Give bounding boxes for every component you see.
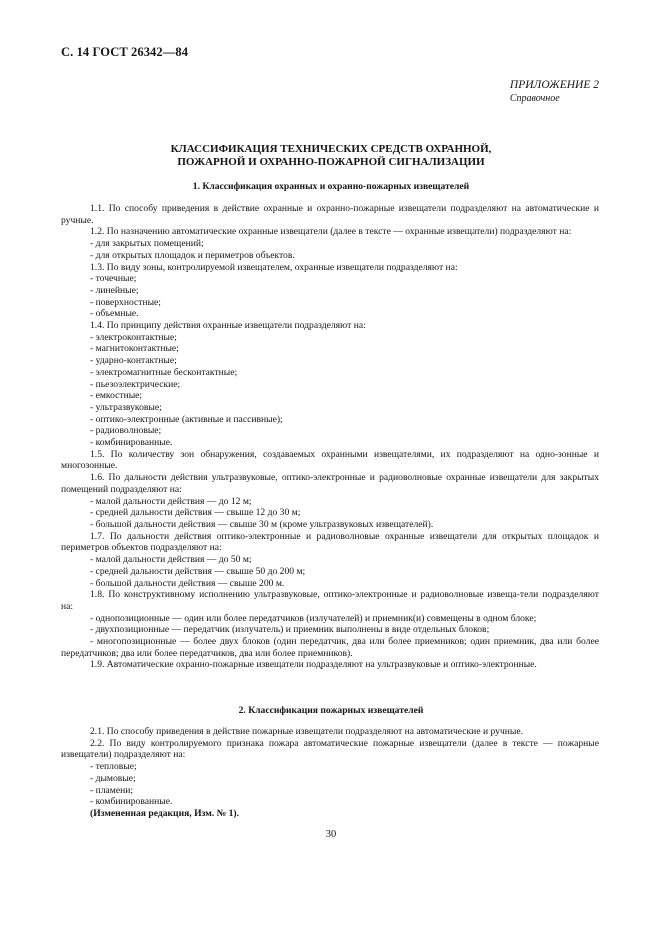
list-item: - пламени; — [90, 784, 134, 796]
appendix-type: Справочное — [509, 93, 560, 104]
list-item: - средней дальности действия — свыше 50 до 200 м; — [90, 565, 306, 577]
list-item: - ультразвуковые; — [90, 401, 162, 413]
list-item: - магнитоконтактные; — [90, 343, 179, 355]
list-item: - малой дальности действия — до 12 м; — [90, 495, 252, 507]
list-item: - электромагнитные бесконтактные; — [90, 366, 238, 378]
list-item: - большой дальности действия — свыше 200 м. — [90, 577, 285, 589]
paragraph: 1.2. По назначению автоматические охранные извещатели (далее в тексте — охранные извещатели) подразделяют на: — [90, 226, 572, 238]
paragraph: 1.5. По количеству зон обнаружения, создаваемых охранными извещателями, их подразделяют на одно-зонные и многозонные. — [61, 448, 599, 472]
list-item: - для открытых площадок и периметров объектов. — [90, 249, 295, 261]
list-item: - емкостные; — [90, 390, 143, 402]
paragraph: 1.4. По принципу действия охранные извещатели подразделяют на: — [90, 320, 366, 332]
list-item: - комбинированные. — [90, 796, 173, 808]
list-item: - средней дальности действия — свыше 12 до 30 м; — [90, 507, 301, 519]
paragraph: 1.7. По дальности действия оптико-электронные и радиоволновые охранные извещатели для открытых площадок и периметров объектов подразделяют на: — [61, 530, 599, 554]
paragraph: 1.1. По способу приведения в действие охранные и охранно-пожарные извещатели подразделяют на автоматические и ручные. — [61, 203, 599, 226]
page-number: 30 — [325, 829, 337, 840]
section-2-body — [61, 726, 599, 820]
list-item: - малой дальности действия — до 50 м; — [90, 554, 252, 566]
paragraph: - многопозиционные — более двух блоков (один передатчик, два или более приемников; один приемник, два или более передатчиков; два или более передатчиков, два или более приемников). — [61, 636, 599, 659]
page-header: С. 14 ГОСТ 26342—84 — [61, 45, 189, 59]
list-item: - пьезоэлектрические; — [90, 378, 181, 390]
list-item: - тепловые; — [90, 761, 137, 773]
list-item: - дымовые; — [90, 772, 136, 784]
list-item: - линейные; — [90, 284, 139, 296]
section-1-heading: 1. Классификация охранных и охранно-пожарных извещателей — [192, 181, 470, 192]
section-2-heading: 2. Классификация пожарных извещателей — [238, 705, 424, 716]
list-item: - ударно-контактные; — [90, 355, 177, 367]
paragraph: 1.3. По виду зоны, контролируемой извещателем, охранные извещатели подразделяют на: — [90, 261, 458, 273]
list-item: - электроконтактные; — [90, 331, 177, 343]
list-item: - точечные; — [90, 273, 137, 285]
document-title — [61, 143, 601, 168]
list-item: - радиоволновые; — [90, 425, 162, 437]
list-item: - большой дальности действия — свыше 30 м (кроме ультразвуковых извещателей). — [90, 518, 434, 530]
paragraph: 2.2. По виду контролируемого признака пожара автоматические пожарные извещатели (далее в тексте — пожарные извещатели) подразделяют на: — [61, 737, 599, 761]
appendix-number: ПРИЛОЖЕНИЕ 2 — [509, 79, 599, 91]
title-line-1: КЛАССИФИКАЦИЯ ТЕХНИЧЕСКИХ СРЕДСТВ ОХРАННОЙ, — [170, 143, 492, 155]
paragraph: - двухпозиционные — передатчик (излучатель) и приемник выполнены в виде отдельных блоков; — [90, 624, 490, 636]
list-item: - поверхностные; — [90, 296, 161, 308]
paragraph: - однопозиционные — один или более передатчиков (излучателей) и приемник(и) совмещены в одном блоке; — [90, 612, 537, 624]
paragraph: 2.1. По способу приведения в действие пожарные извещатели подразделяют на автоматические и ручные. — [90, 726, 524, 737]
paragraph: 1.9. Автоматические охранно-пожарные извещатели подразделяют на ультразвуковые и оптико-электронные. — [90, 659, 537, 671]
list-item: - оптико-электронные (активные и пассивные); — [90, 413, 283, 425]
section-1-body — [61, 203, 599, 671]
title-line-2: ПОЖАРНОЙ И ОХРАННО-ПОЖАРНОЙ СИГНАЛИЗАЦИИ — [177, 155, 485, 168]
list-item: - для закрытых помещений; — [90, 238, 204, 250]
appendix-label — [510, 79, 599, 105]
paragraph: 1.6. По дальности действия ультразвуковые, оптико-электронные и радиоволновые охранные извещатели для закрытых помещений подразделяют на: — [61, 472, 599, 495]
paragraph: 1.8. По конструктивному исполнению ультразвуковые, оптико-электронные и радиоволновые извеща-тели подразделяют на: — [61, 589, 599, 612]
list-item: - комбинированные. — [90, 437, 173, 449]
paragraph: (Измененная редакция, Изм. № 1). — [90, 807, 240, 819]
list-item: - объемные. — [90, 308, 139, 320]
